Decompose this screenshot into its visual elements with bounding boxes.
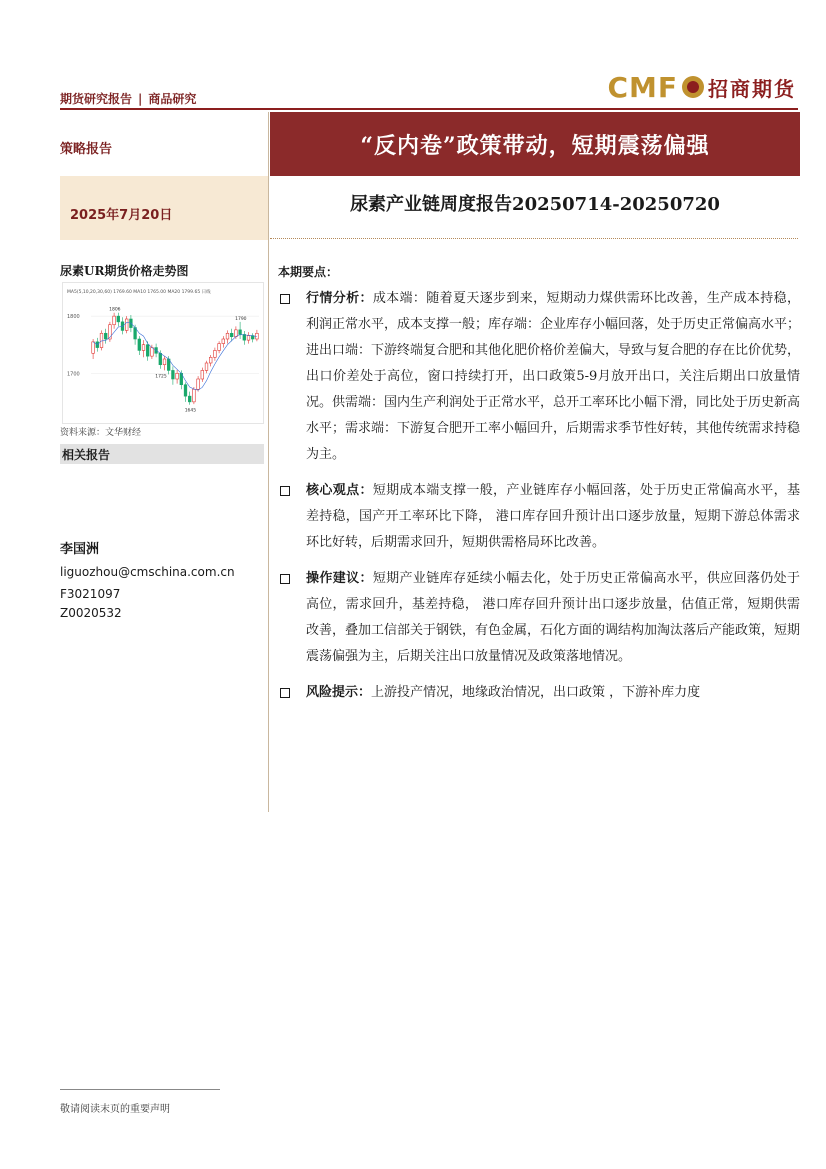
report-date-cell bbox=[60, 176, 268, 240]
key-points-list bbox=[280, 286, 800, 716]
price-annotation: 1725 bbox=[155, 374, 167, 380]
header-breadcrumb bbox=[60, 90, 196, 107]
column-divider bbox=[268, 112, 269, 812]
key-point-text: 上游投产情况，地缘政治情况，出口政策 ，下游补库力度 bbox=[371, 685, 701, 700]
logo-text: CMF bbox=[607, 70, 678, 104]
checkbox-bullet-icon bbox=[280, 294, 290, 304]
candle-body bbox=[184, 385, 187, 396]
candle-body bbox=[230, 333, 233, 336]
author-email[interactable]: liguozhou@cmschina.com.cn bbox=[60, 565, 235, 579]
price-annotation: 1806 bbox=[109, 307, 121, 313]
candle-body bbox=[100, 333, 103, 347]
key-point-label: 操作建议： bbox=[306, 571, 373, 586]
candle-body bbox=[201, 370, 204, 379]
candle-body bbox=[209, 357, 212, 363]
company-logo bbox=[607, 70, 796, 104]
key-point-text: 成本端：随着夏天逐步到来，短期动力煤供需环比改善，生产成本持稳，利润正常水平，成本支撑一般；库存端：企业库存小幅回落，处于历史正常偏高水平；进出口端：下游终端复合肥和其他化肥价格价差偏大，导致与复合肥的存在比价优势，出口价差处于高位，窗口持续打开，出口政策5-9月放开出口，关注后期出口放量情况。供需端：国内生产利润处于正常水平，总开工率环比小幅下滑，同比处于历史新高水平；需求端：下游复合肥开工率小幅回升，后期需求季节性好转，其他传统需求持稳为主。 bbox=[306, 291, 801, 462]
candle-body bbox=[104, 333, 107, 339]
author-name: 李国洲 bbox=[60, 542, 100, 557]
candle-body bbox=[172, 370, 175, 379]
candle-body bbox=[142, 345, 145, 351]
key-point-label: 行情分析： bbox=[306, 291, 373, 306]
candle-body bbox=[218, 344, 221, 351]
footer-disclaimer: 敬请阅读末页的重要声明 bbox=[60, 1104, 170, 1115]
footer-divider bbox=[60, 1089, 220, 1090]
key-point-label: 核心观点： bbox=[306, 483, 373, 498]
related-reports-title: 相关报告 bbox=[62, 448, 111, 462]
checkbox-bullet-icon bbox=[280, 574, 290, 584]
logo-cn-text: 招商期货 bbox=[708, 76, 796, 101]
candle-body bbox=[235, 330, 238, 337]
header-divider bbox=[60, 108, 798, 110]
candle-body bbox=[193, 389, 196, 402]
candle-body bbox=[146, 345, 149, 356]
price-annotation: 1790 bbox=[235, 316, 247, 322]
y-tick-label: 1700 bbox=[67, 371, 80, 378]
candle-body bbox=[188, 396, 191, 402]
candle-body bbox=[205, 363, 208, 370]
candle-body bbox=[247, 336, 250, 341]
candle-body bbox=[92, 342, 95, 353]
candle-body bbox=[159, 353, 162, 364]
checkbox-bullet-icon bbox=[280, 486, 290, 496]
header-category: 期货研究报告 bbox=[60, 92, 133, 106]
logo-mark-icon bbox=[682, 76, 704, 98]
candle-body bbox=[151, 348, 154, 357]
candle-body bbox=[239, 330, 242, 335]
candle-body bbox=[197, 379, 200, 389]
subtitle-divider bbox=[270, 238, 798, 239]
report-type: 策略报告 bbox=[60, 142, 113, 157]
key-point-label: 风险提示： bbox=[306, 685, 372, 700]
candle-body bbox=[163, 359, 166, 365]
candle-body bbox=[214, 350, 217, 357]
author-cert-2: Z0020532 bbox=[60, 606, 122, 620]
price-annotation: 1645 bbox=[184, 408, 197, 414]
price-chart bbox=[62, 282, 264, 424]
key-point-text: 短期成本端支撑一般，产业链库存小幅回落，处于历史正常偏高水平，基差持稳，国产开工率环比下降， 港口库存回升预计出口逐步放量，短期下游总体需求环比好转，后期需求回升，短期供需格局环比改善。 bbox=[306, 483, 800, 550]
candle-body bbox=[117, 316, 120, 322]
key-points-title: 本期要点： bbox=[278, 265, 339, 279]
candle-body bbox=[113, 316, 116, 325]
price-chart-svg bbox=[63, 283, 263, 423]
key-point-item bbox=[280, 478, 800, 556]
moving-average-line bbox=[93, 322, 257, 390]
report-type-cell bbox=[60, 112, 268, 176]
candle-body bbox=[226, 333, 229, 339]
y-tick-label: 1800 bbox=[67, 314, 80, 321]
candle-body bbox=[138, 339, 141, 350]
report-meta-panel bbox=[60, 112, 268, 240]
candle-body bbox=[125, 319, 128, 330]
key-point-item bbox=[280, 286, 800, 468]
chart-source: 资料来源：文华财经 bbox=[60, 428, 142, 438]
key-point-item bbox=[280, 566, 800, 670]
report-subtitle: 尿素产业链周度报告20250714-20250720 bbox=[350, 194, 720, 215]
key-point-text: 短期产业链库存延续小幅去化，处于历史正常偏高水平，供应回落仍处于高位，需求回升，基差持稳， 港口库存回升预计出口逐步放量，估值正常，短期供需改善，叠加工信部关于钢铁，有色金属，石化方面的调结构加淘汰落后产能政策，短期震荡偏强为主，后期关注出口放量情况及政策落地情况。 bbox=[306, 571, 801, 664]
key-point-item bbox=[280, 680, 800, 706]
report-title: “反内卷”政策带动，短期震荡偏强 bbox=[360, 132, 710, 159]
candle-body bbox=[176, 373, 179, 379]
author-cert-1: F3021097 bbox=[60, 587, 121, 601]
report-date: 2025年7月20日 bbox=[70, 208, 173, 223]
candle-body bbox=[222, 339, 225, 344]
checkbox-bullet-icon bbox=[280, 688, 290, 698]
header-separator: | bbox=[138, 92, 143, 106]
chart-legend: MA5(5,10,20,30,60) 1769.60 MA10 1765.00 MA20 1799.65 日线 bbox=[67, 290, 211, 295]
chart-title: 尿素UR期货价格走势图 bbox=[60, 264, 189, 278]
header-subcategory: 商品研究 bbox=[148, 92, 197, 106]
